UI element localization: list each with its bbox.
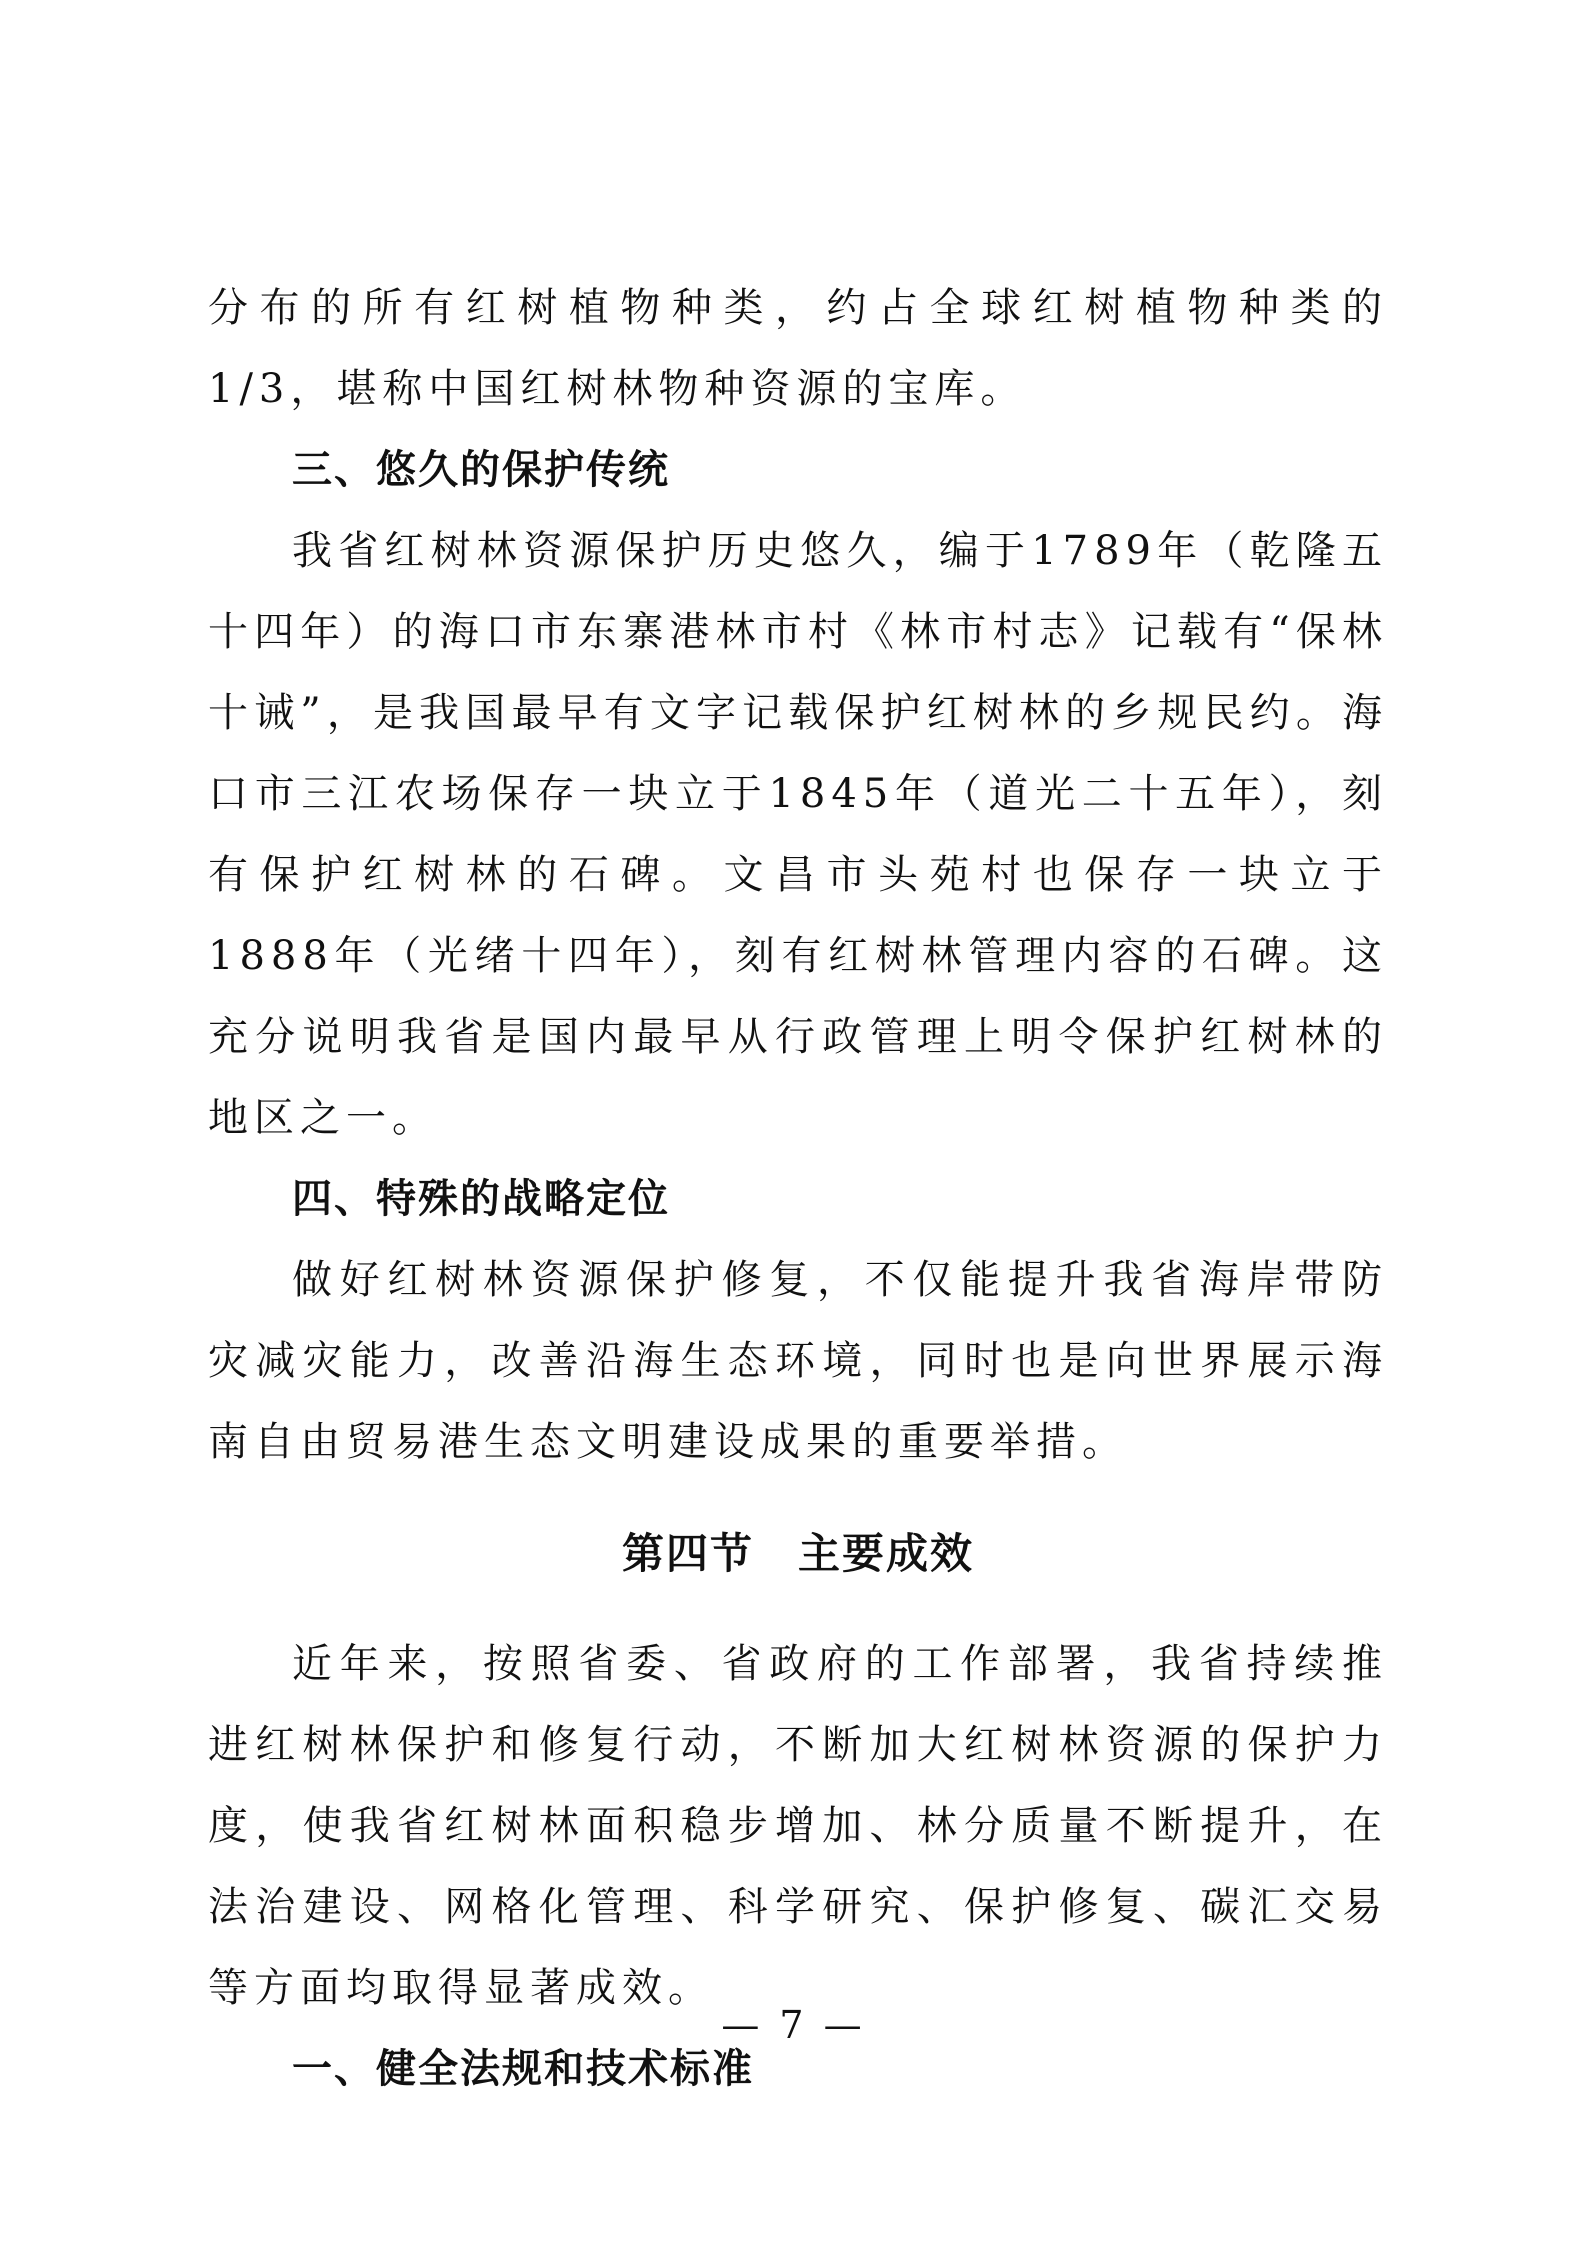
page-number: — 7 — <box>721 2003 866 2047</box>
paragraph-protection-history: 我省红树林资源保护历史悠久，编于1789年（乾隆五十四年）的海口市东寨港林市村《林市村志》记载有“保林十诫”，是我国最早有文字记载保护红树林的乡规民约。海口市三江农场保存一块立于1845年（道光二十五年），刻有保护红树林的石碑。文昌市头苑村也保存一块立于1888年（光绪十四年），刻有红树林管理内容的石碑。这充分说明我省是国内最早从行政管理上明令保护红树林的地区之一。 <box>208 528 1388 1141</box>
section-title: 第四节 主要成效 <box>621 1529 974 1578</box>
heading-strategic-position: 四、特殊的战略定位 <box>292 1176 670 1222</box>
paragraph-species-summary: 分布的所有红树植物种类，约占全球红树植物种类的1/3，堪称中国红树林物种资源的宝库。 <box>208 285 1388 412</box>
paragraph-strategic-position: 做好红树林资源保护修复，不仅能提升我省海岸带防灾减灾能力，改善沿海生态环境，同时也是向世界展示海南自由贸易港生态文明建设成果的重要举措。 <box>208 1257 1388 1465</box>
paragraph-achievements: 近年来，按照省委、省政府的工作部署，我省持续推进红树林保护和修复行动，不断加大红树林资源的保护力度，使我省红树林面积稳步增加、林分质量不断提升，在法治建设、网格化管理、科学研究、保护修复、碳汇交易等方面均取得显著成效。 <box>208 1641 1388 2011</box>
heading-protection-tradition: 三、悠久的保护传统 <box>292 447 670 493</box>
heading-regulations-standards: 一、健全法规和技术标准 <box>292 2046 754 2092</box>
page-content <box>208 268 1388 2110</box>
